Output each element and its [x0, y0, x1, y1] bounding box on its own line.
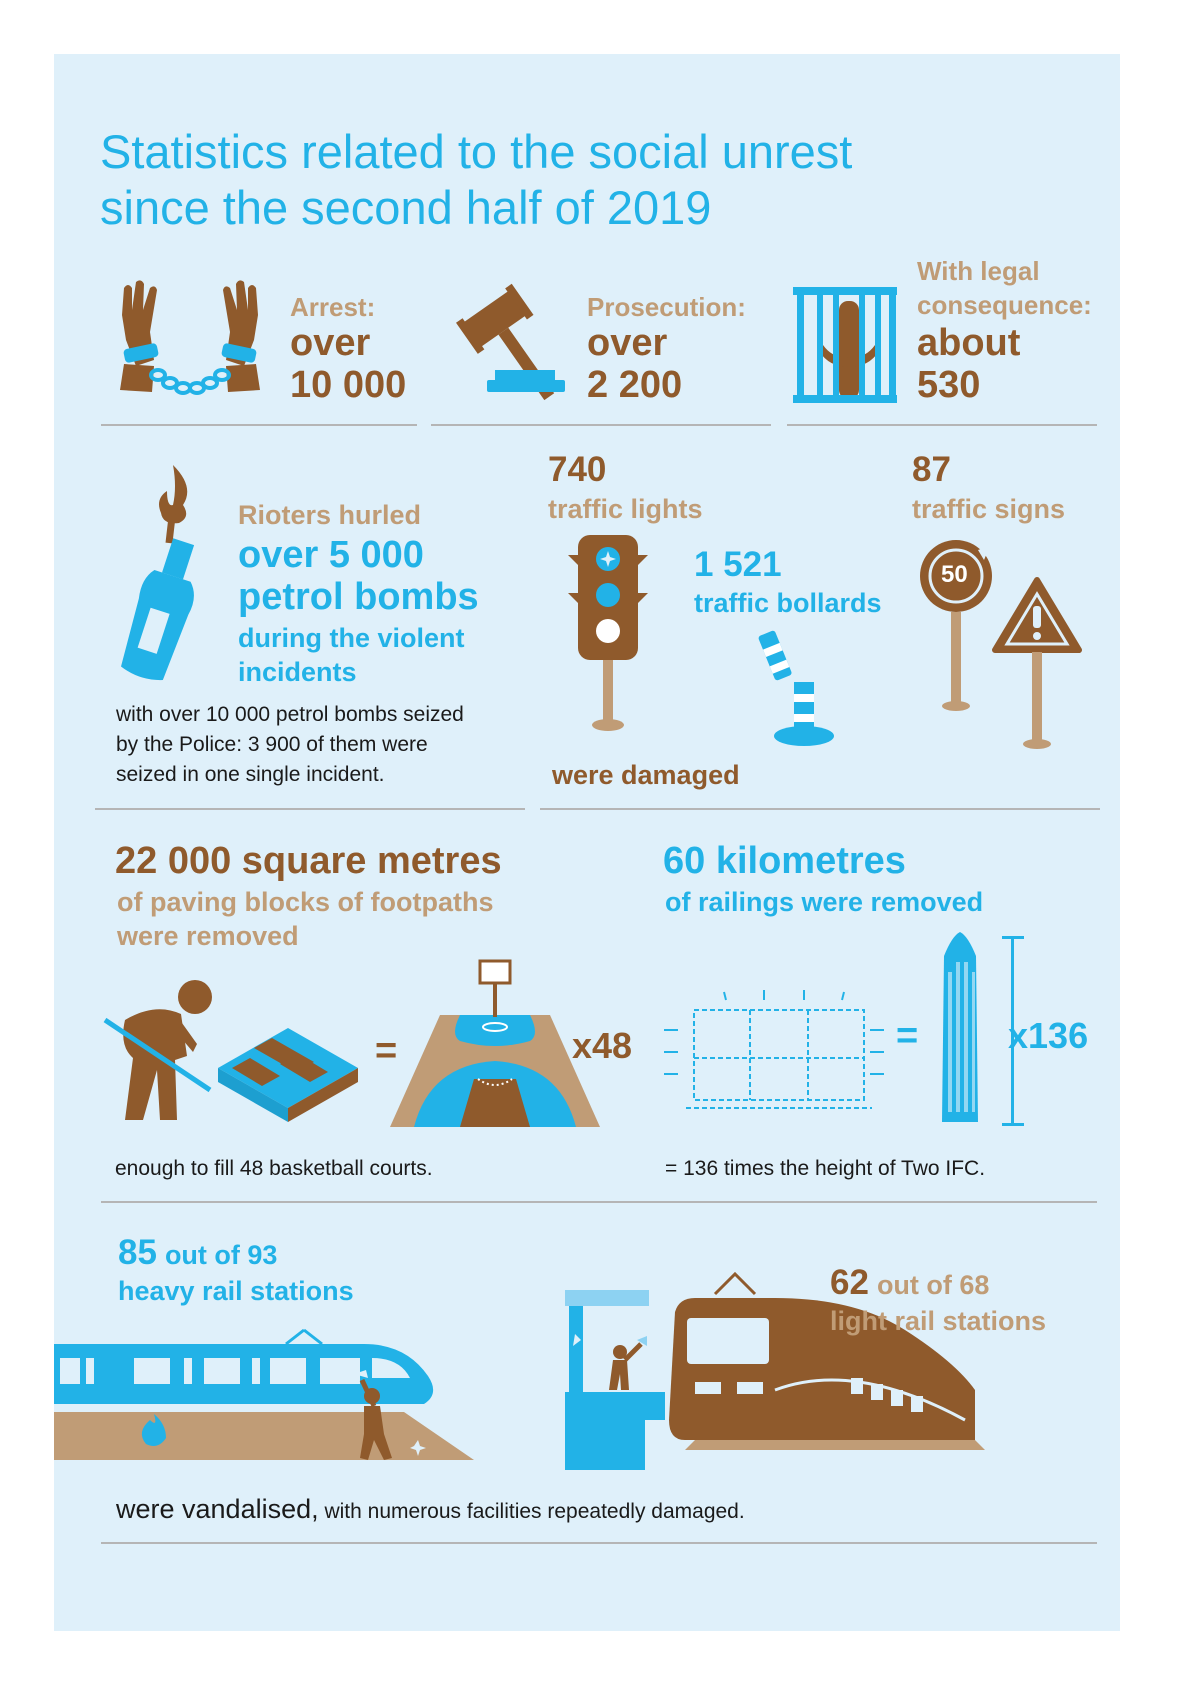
prisoner-behind-bars-icon	[793, 287, 903, 405]
heavy-rail-train-icon	[54, 1330, 474, 1470]
vandalised-rest: with numerous facilities repeatedly damaged.	[324, 1500, 745, 1523]
arrest-value: 10 000	[290, 364, 407, 406]
paving-blocks-icon	[218, 1010, 358, 1120]
divider	[101, 1542, 1097, 1544]
title-line-2: since the second half of 2019	[100, 181, 712, 234]
petrol-line-1: Rioters hurled	[238, 500, 422, 530]
paving-headline: 22 000 square metres	[115, 840, 502, 882]
light-rail-label: light rail stations	[830, 1306, 1047, 1336]
light-rail-number	[830, 1263, 989, 1303]
traffic-lights-label: traffic lights	[548, 494, 703, 524]
basketball-court-icon	[390, 955, 600, 1135]
petrol-line-2: over 5 000	[238, 534, 424, 576]
light-rail-total: out of 68	[876, 1270, 990, 1300]
divider	[101, 424, 417, 426]
prosecution-value-prefix: over	[587, 322, 668, 364]
heavy-rail-count: 85	[118, 1233, 157, 1272]
heavy-rail-number	[118, 1233, 277, 1273]
petrol-bomb-icon	[115, 465, 205, 680]
railings-multiplier: x136	[1008, 1015, 1089, 1056]
handcuffed-hands-icon	[110, 280, 270, 410]
paving-sub-2: were removed	[117, 921, 299, 951]
prosecution-label: Prosecution:	[587, 292, 746, 322]
paving-note: enough to fill 48 basketball courts.	[115, 1157, 433, 1180]
arrest-label: Arrest:	[290, 292, 376, 322]
vandalised-footer	[116, 1494, 745, 1525]
divider	[787, 424, 1097, 426]
traffic-light-icon	[568, 535, 658, 735]
legal-consequence-value: 530	[917, 364, 981, 406]
legal-consequence-label-1: With legal	[917, 256, 1040, 286]
legal-consequence-value-prefix: about	[917, 322, 1021, 364]
warning-sign-icon	[995, 578, 1085, 758]
traffic-bollards-number: 1 521	[694, 545, 782, 584]
were-damaged-text: were damaged	[552, 760, 740, 790]
traffic-signs-number: 87	[912, 450, 951, 489]
speed-limit-sign-text: 50	[941, 561, 968, 588]
petrol-line-4: during the violent	[238, 623, 465, 653]
divider	[431, 424, 771, 426]
divider	[540, 808, 1100, 810]
paving-multiplier: x48	[572, 1025, 633, 1066]
legal-consequence-label-2: consequence:	[917, 290, 1092, 320]
traffic-signs-label: traffic signs	[912, 494, 1066, 524]
gavel-icon	[435, 290, 575, 400]
removed-railing-icon	[664, 990, 884, 1120]
railings-note: = 136 times the height of Two IFC.	[665, 1157, 986, 1180]
petrol-note-3: seized in one single incident.	[116, 763, 385, 786]
railings-equals-sign: =	[896, 1015, 919, 1057]
title-line-1: Statistics related to the social unrest	[100, 125, 853, 178]
railings-headline: 60 kilometres	[663, 840, 906, 882]
arrest-value-prefix: over	[290, 322, 371, 364]
vandalised-emphasis: were vandalised,	[116, 1494, 319, 1524]
divider	[95, 808, 525, 810]
heavy-rail-label: heavy rail stations	[118, 1276, 354, 1306]
petrol-line-5: incidents	[238, 657, 357, 687]
heavy-rail-total: out of 93	[164, 1240, 278, 1270]
light-rail-count: 62	[830, 1263, 869, 1302]
divider	[101, 1201, 1097, 1203]
petrol-note-1: with over 10 000 petrol bombs seized	[116, 703, 464, 726]
bollard-icon	[770, 630, 840, 750]
paving-equals-sign: =	[375, 1030, 398, 1072]
traffic-bollards-label: traffic bollards	[694, 588, 882, 618]
railings-sub: of railings were removed	[665, 887, 984, 917]
prosecution-value: 2 200	[587, 364, 683, 406]
petrol-line-3: petrol bombs	[238, 576, 479, 618]
traffic-lights-number: 740	[548, 450, 607, 489]
paving-sub-1: of paving blocks of footpaths	[117, 887, 494, 917]
petrol-note-2: by the Police: 3 900 of them were	[116, 733, 428, 756]
